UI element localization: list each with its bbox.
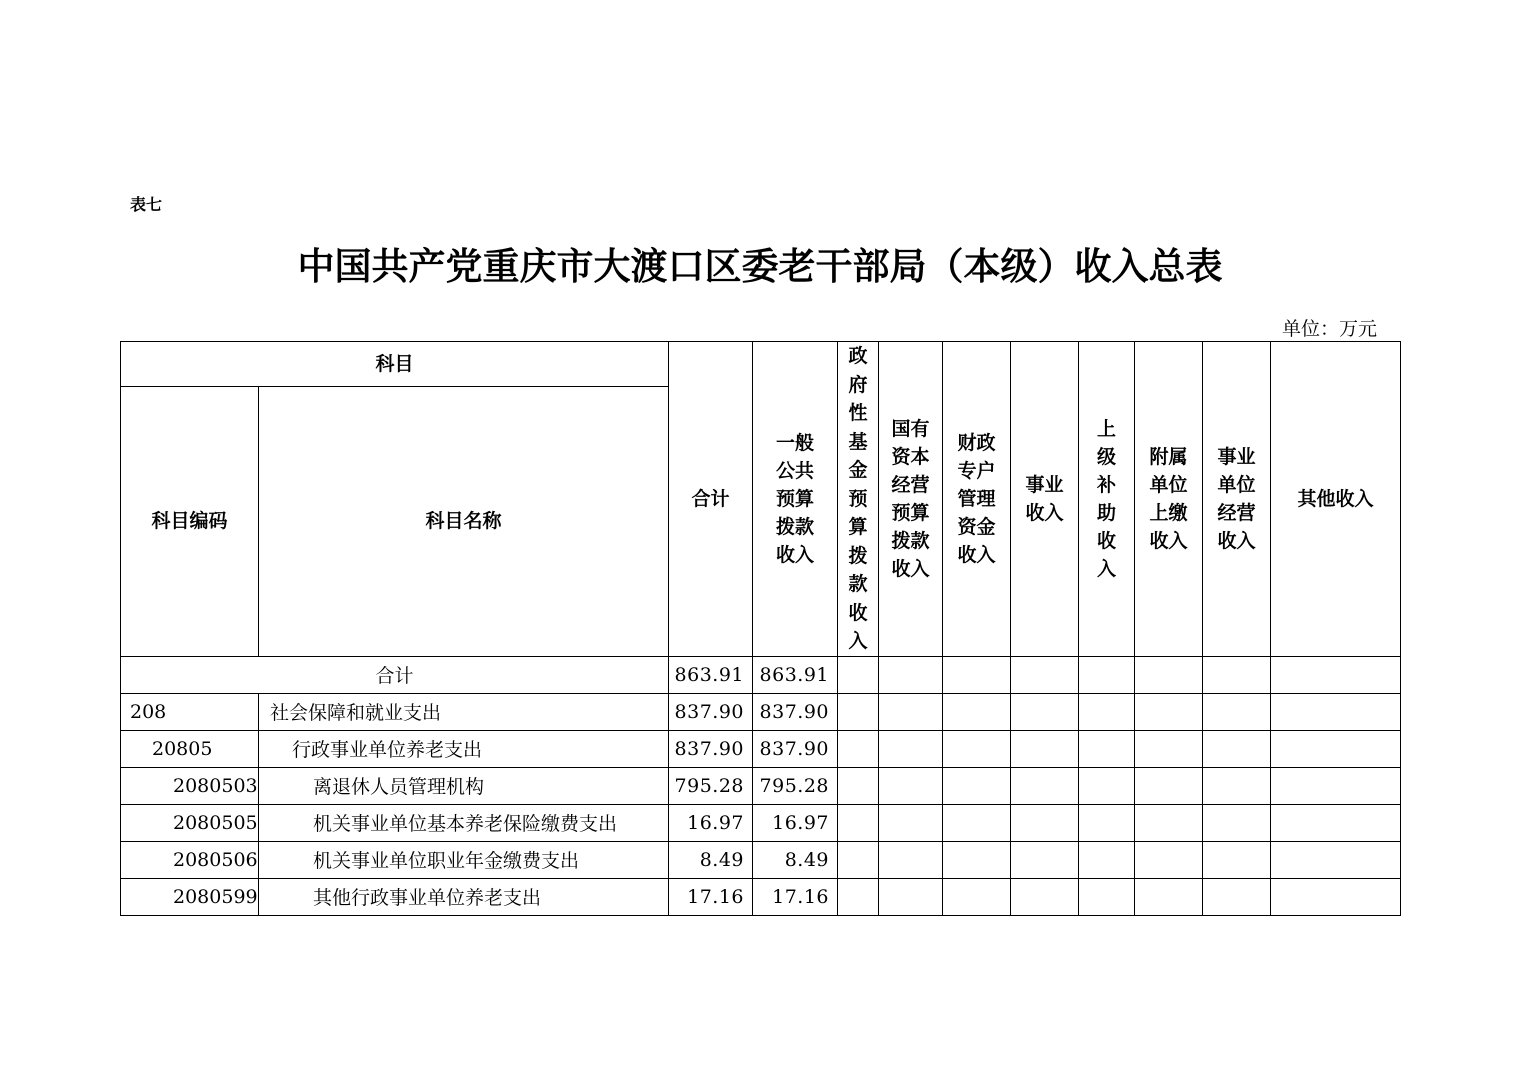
empty-cell bbox=[879, 878, 943, 915]
total-row-total: 863.91 bbox=[669, 656, 753, 693]
empty-cell bbox=[1135, 656, 1203, 693]
empty-cell bbox=[943, 841, 1011, 878]
empty-cell bbox=[879, 693, 943, 730]
row-name: 其他行政事业单位养老支出 bbox=[259, 878, 669, 915]
empty-cell bbox=[1271, 767, 1401, 804]
row-total: 16.97 bbox=[669, 804, 753, 841]
row-total: 837.90 bbox=[669, 730, 753, 767]
empty-cell bbox=[1079, 767, 1135, 804]
row-general-budget: 8.49 bbox=[753, 841, 838, 878]
empty-cell bbox=[838, 656, 879, 693]
empty-cell bbox=[1203, 656, 1271, 693]
empty-cell bbox=[1011, 656, 1079, 693]
empty-cell bbox=[879, 804, 943, 841]
empty-cell bbox=[1203, 804, 1271, 841]
empty-cell bbox=[879, 841, 943, 878]
empty-cell bbox=[879, 767, 943, 804]
header-business-income: 事业收入 bbox=[1011, 342, 1079, 657]
table-row bbox=[121, 841, 1401, 878]
empty-cell bbox=[838, 767, 879, 804]
header-superior-subsidy: 上级补助收入 bbox=[1079, 342, 1135, 657]
table-row bbox=[121, 878, 1401, 915]
empty-cell bbox=[1011, 841, 1079, 878]
empty-cell bbox=[1203, 730, 1271, 767]
row-total: 795.28 bbox=[669, 767, 753, 804]
header-affiliated-income: 附属单位上缴收入 bbox=[1135, 342, 1203, 657]
empty-cell bbox=[1011, 804, 1079, 841]
income-summary-table bbox=[120, 341, 1401, 916]
empty-cell bbox=[838, 878, 879, 915]
row-total: 17.16 bbox=[669, 878, 753, 915]
empty-cell bbox=[943, 656, 1011, 693]
page-title: 中国共产党重庆市大渡口区委老干部局（本级）收入总表 bbox=[297, 245, 1223, 288]
table-row bbox=[121, 730, 1401, 767]
empty-cell bbox=[1203, 841, 1271, 878]
empty-cell bbox=[1271, 878, 1401, 915]
empty-cell bbox=[1135, 767, 1203, 804]
row-code: 2080599 bbox=[121, 878, 259, 915]
empty-cell bbox=[1011, 767, 1079, 804]
row-general-budget: 16.97 bbox=[753, 804, 838, 841]
row-name: 行政事业单位养老支出 bbox=[259, 730, 669, 767]
empty-cell bbox=[1011, 878, 1079, 915]
empty-cell bbox=[1135, 693, 1203, 730]
empty-cell bbox=[838, 841, 879, 878]
empty-cell bbox=[879, 656, 943, 693]
row-general-budget: 837.90 bbox=[753, 693, 838, 730]
row-total: 837.90 bbox=[669, 693, 753, 730]
row-code: 2080503 bbox=[121, 767, 259, 804]
empty-cell bbox=[943, 878, 1011, 915]
empty-cell bbox=[943, 804, 1011, 841]
row-general-budget: 17.16 bbox=[753, 878, 838, 915]
row-total: 8.49 bbox=[669, 841, 753, 878]
row-name: 机关事业单位基本养老保险缴费支出 bbox=[259, 804, 669, 841]
row-code: 2080506 bbox=[121, 841, 259, 878]
empty-cell bbox=[1135, 730, 1203, 767]
total-row bbox=[121, 656, 1401, 693]
empty-cell bbox=[943, 730, 1011, 767]
row-name: 机关事业单位职业年金缴费支出 bbox=[259, 841, 669, 878]
header-operating-income: 事业单位经营收入 bbox=[1203, 342, 1271, 657]
empty-cell bbox=[1079, 730, 1135, 767]
header-general-budget: 一般公共预算拨款收入 bbox=[753, 342, 838, 657]
empty-cell bbox=[1271, 841, 1401, 878]
empty-cell bbox=[943, 767, 1011, 804]
row-name: 社会保障和就业支出 bbox=[259, 693, 669, 730]
empty-cell bbox=[1203, 693, 1271, 730]
empty-cell bbox=[1135, 841, 1203, 878]
header-subject: 科目 bbox=[121, 342, 669, 387]
empty-cell bbox=[1079, 878, 1135, 915]
header-state-capital: 国有资本经营预算拨款收入 bbox=[879, 342, 943, 657]
row-general-budget: 795.28 bbox=[753, 767, 838, 804]
total-row-general-budget: 863.91 bbox=[753, 656, 838, 693]
empty-cell bbox=[1079, 693, 1135, 730]
empty-cell bbox=[1079, 804, 1135, 841]
header-other-income: 其他收入 bbox=[1271, 342, 1401, 657]
header-code: 科目编码 bbox=[121, 386, 259, 656]
empty-cell bbox=[1271, 730, 1401, 767]
empty-cell bbox=[838, 730, 879, 767]
empty-cell bbox=[1271, 656, 1401, 693]
header-fiscal-special: 财政专户管理资金收入 bbox=[943, 342, 1011, 657]
table-row bbox=[121, 804, 1401, 841]
table-row bbox=[121, 767, 1401, 804]
empty-cell bbox=[1079, 841, 1135, 878]
row-code: 208 bbox=[121, 693, 259, 730]
empty-cell bbox=[1135, 804, 1203, 841]
row-general-budget: 837.90 bbox=[753, 730, 838, 767]
empty-cell bbox=[1011, 693, 1079, 730]
empty-cell bbox=[1203, 767, 1271, 804]
total-row-label: 合计 bbox=[121, 656, 669, 693]
empty-cell bbox=[838, 804, 879, 841]
row-code: 20805 bbox=[121, 730, 259, 767]
row-code: 2080505 bbox=[121, 804, 259, 841]
empty-cell bbox=[1271, 804, 1401, 841]
header-name: 科目名称 bbox=[259, 386, 669, 656]
table-row bbox=[121, 693, 1401, 730]
unit-label: 单位：万元 bbox=[1282, 318, 1378, 340]
empty-cell bbox=[879, 730, 943, 767]
empty-cell bbox=[1079, 656, 1135, 693]
empty-cell bbox=[1135, 878, 1203, 915]
table-label: 表七 bbox=[130, 195, 163, 214]
empty-cell bbox=[1011, 730, 1079, 767]
empty-cell bbox=[838, 693, 879, 730]
row-name: 离退休人员管理机构 bbox=[259, 767, 669, 804]
empty-cell bbox=[1203, 878, 1271, 915]
header-total: 合计 bbox=[669, 342, 753, 657]
empty-cell bbox=[943, 693, 1011, 730]
header-gov-fund: 政府性基金预算拨款收入 bbox=[838, 342, 879, 657]
empty-cell bbox=[1271, 693, 1401, 730]
